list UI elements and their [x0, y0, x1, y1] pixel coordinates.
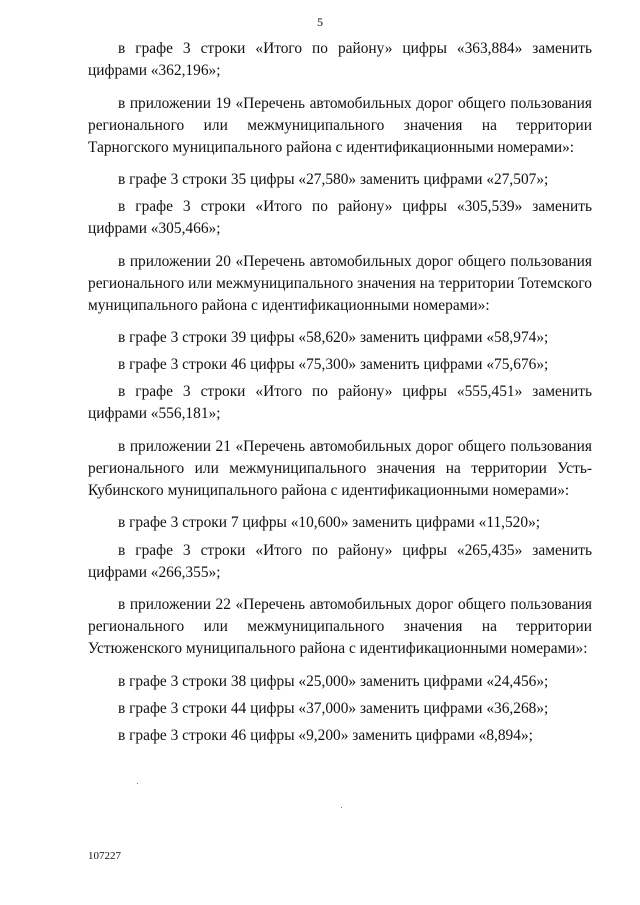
paragraph-row-7: в графе 3 строки 7 цифры «10,600» заменить цифрами «11,520»;	[118, 514, 541, 531]
paragraph-row-46-totma: в графе 3 строки 46 цифры «75,300» заменить цифрами «75,676»;	[118, 356, 549, 373]
paragraph-itogo-265435: в графе 3 строки «Итого по району» цифры «265,435» заменить цифрами «266,355»;	[88, 542, 592, 581]
paragraph-appendix-19: в приложении 19 «Перечень автомобильных дорог общего пользования регионального или межмуниципального значения на территории Тарногского муниципального района с идентификационными номерами»:	[88, 95, 592, 156]
paragraph-row-44: в графе 3 строки 44 цифры «37,000» заменить цифрами «36,268»;	[118, 700, 549, 717]
document-code: 107227	[88, 850, 121, 862]
paragraph-itogo-363884: в графе 3 строки «Итого по району» цифры «363,884» заменить цифрами «362,196»;	[88, 40, 592, 79]
scan-speck	[137, 783, 138, 784]
paragraph-row-35: в графе 3 строки 35 цифры «27,580» заменить цифрами «27,507»;	[118, 171, 549, 188]
paragraph-appendix-21: в приложении 21 «Перечень автомобильных дорог общего пользования регионального или межмуниципального значения на территории Усть-Кубинского муниципального района с идентификационными номерами»:	[88, 438, 592, 499]
paragraph-row-38: в графе 3 строки 38 цифры «25,000» заменить цифрами «24,456»;	[118, 673, 549, 690]
paragraph-row-39: в графе 3 строки 39 цифры «58,620» заменить цифрами «58,974»;	[118, 329, 549, 346]
paragraph-appendix-20: в приложении 20 «Перечень автомобильных дорог общего пользования регионального или межмуниципального значения на территории Тотемского муниципального района с идентификационными номерами»:	[88, 253, 592, 314]
paragraph-itogo-555451: в графе 3 строки «Итого по району» цифры «555,451» заменить цифрами «556,181»;	[88, 383, 592, 422]
scan-speck	[341, 807, 342, 808]
page-number: 5	[317, 15, 323, 29]
paragraph-row-46-ustyuzhna: в графе 3 строки 46 цифры «9,200» заменить цифрами «8,894»;	[118, 727, 533, 744]
paragraph-appendix-22: в приложении 22 «Перечень автомобильных дорог общего пользования регионального или межмуниципального значения на территории Устюженского муниципального района с идентификационными номерами»:	[88, 596, 592, 657]
paragraph-itogo-305539: в графе 3 строки «Итого по району» цифры «305,539» заменить цифрами «305,466»;	[88, 198, 592, 237]
